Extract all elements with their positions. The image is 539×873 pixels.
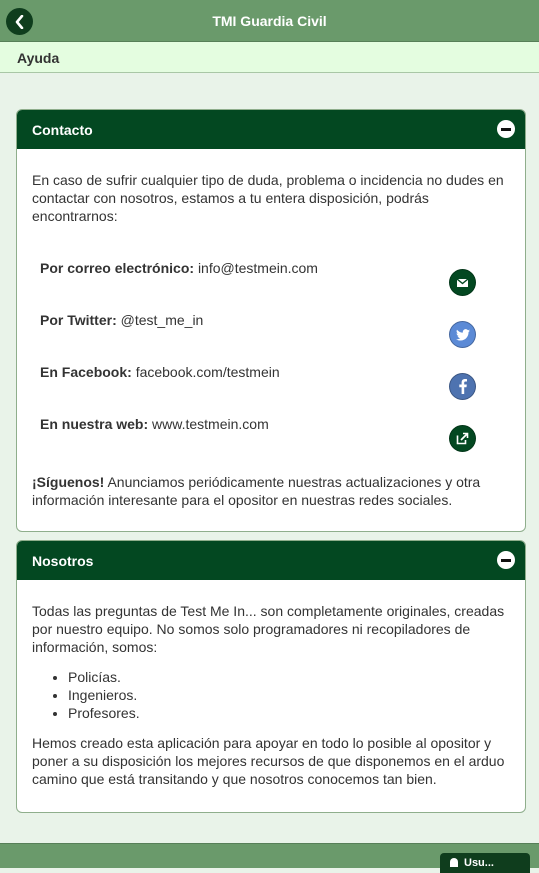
top-bar <box>0 0 539 42</box>
contact-email-value: info@testmein.com <box>197 260 318 276</box>
contacto-intro: En caso de sufrir cualquier tipo de duda, problema o incidencia no dudes en contactar con nosotros, estamos a tu entera disposición, podrás encontrarnos: <box>32 172 504 224</box>
nosotros-closing: Hemos creado esta aplicación para apoyar en todo lo posible al opositor y poner a su disposición los mejores recursos de que disponemos en el arduo camino que está transitando y que nosotros conocemos tan bien. <box>32 735 505 787</box>
breadcrumb <box>0 42 539 73</box>
web-button[interactable] <box>449 425 476 452</box>
list-item: • Policías. <box>68 668 510 686</box>
contact-twitter-value: @test_me_in <box>120 312 204 328</box>
contact-web-row <box>32 415 510 467</box>
user-icon <box>450 858 458 867</box>
contact-facebook-row <box>32 363 510 415</box>
nosotros-panel <box>16 540 526 813</box>
page-title: Ayuda <box>17 50 60 66</box>
list-item: • Profesores. <box>68 704 510 722</box>
contact-email-label: Por correo electrónico: <box>40 260 195 276</box>
footer-bar <box>0 843 539 868</box>
twitter-icon <box>456 329 470 341</box>
follow-text: ¡Síguenos! Anunciamos periódicamente nuestras actualizaciones y otra información interesante para el opositor en nuestras redes sociales. <box>32 474 481 508</box>
facebook-button[interactable] <box>449 373 476 400</box>
contacto-panel-header[interactable] <box>17 110 525 149</box>
contact-facebook-value: facebook.com/testmein <box>135 364 280 380</box>
minus-icon <box>501 559 511 562</box>
facebook-icon <box>459 379 467 394</box>
minus-icon <box>501 128 511 131</box>
nosotros-title: Nosotros <box>32 553 94 569</box>
collapse-nosotros-button[interactable] <box>497 551 515 569</box>
mail-icon <box>457 279 468 287</box>
contact-email-row <box>32 259 510 311</box>
nosotros-intro: Todas las preguntas de Test Me In... son completamente originales, creadas por nuestro equipo. No somos solo programadores ni recopiladores de información, somos: <box>32 603 505 655</box>
nosotros-panel-header[interactable] <box>17 541 525 580</box>
external-link-icon <box>456 432 469 445</box>
contact-web-value: www.testmein.com <box>152 416 269 432</box>
app-title: TMI Guardia Civil <box>212 13 327 29</box>
contact-twitter-label: Por Twitter: <box>40 312 117 328</box>
nosotros-list <box>32 668 510 722</box>
contact-twitter-row <box>32 311 510 363</box>
mail-button[interactable] <box>449 269 476 296</box>
twitter-button[interactable] <box>449 321 476 348</box>
collapse-contacto-button[interactable] <box>497 120 515 138</box>
contacto-panel <box>16 109 526 532</box>
contact-web-label: En nuestra web: <box>40 416 149 432</box>
contacto-title: Contacto <box>32 122 93 138</box>
user-button[interactable]: Usu... <box>440 853 530 873</box>
contact-facebook-label: En Facebook: <box>40 364 132 380</box>
list-item: • Ingenieros. <box>68 686 510 704</box>
